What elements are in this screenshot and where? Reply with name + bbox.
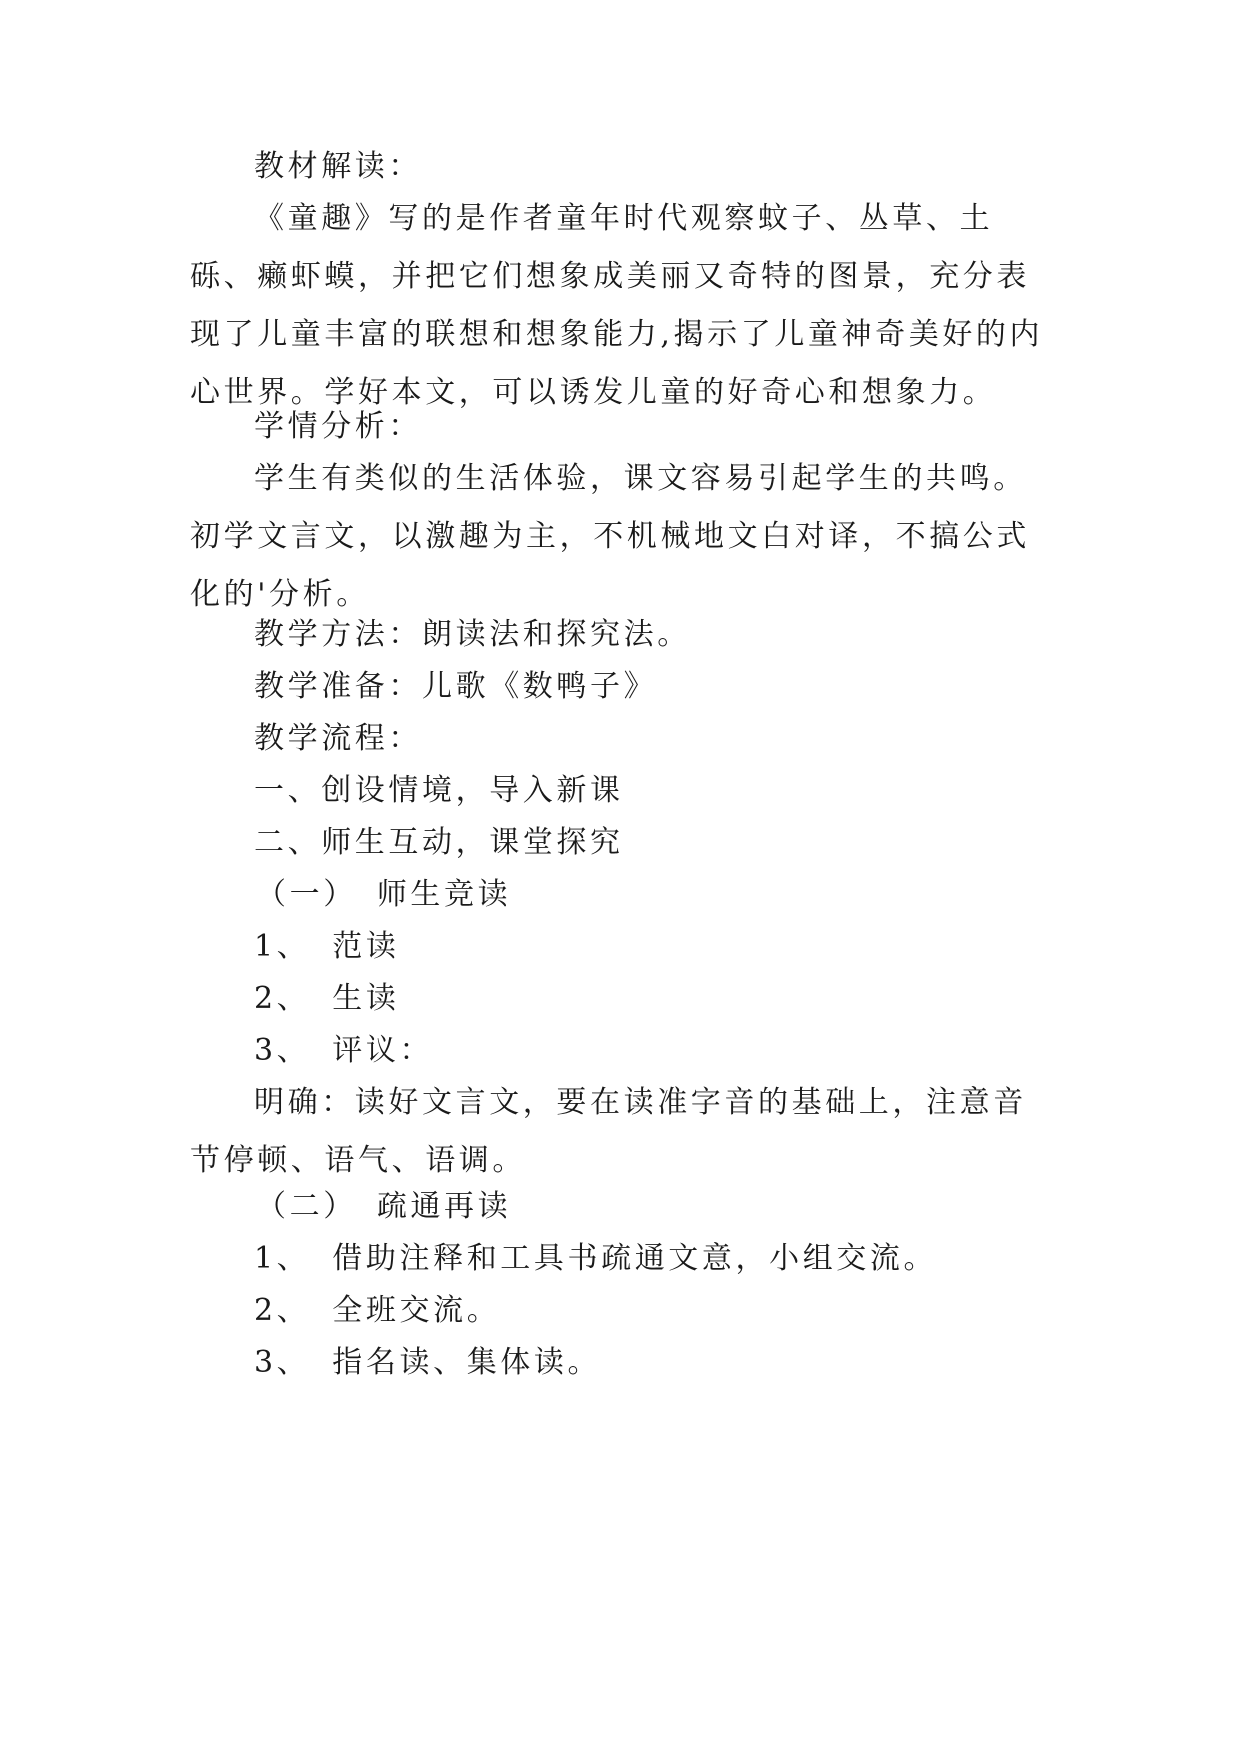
list-item-text: 评议： (332, 1033, 434, 1068)
subsection-two-title: 疏通再读 (376, 1189, 512, 1224)
subsection-two-number: （二） (256, 1189, 357, 1224)
list-item-text: 指名读、集体读。 (332, 1345, 602, 1380)
paragraph-textbook-interpretation: 《童趣》写的是作者童年时代观察蚊子、丛草、土砾、癞虾蟆，并把它们想象成美丽又奇特的图景，充分表现了儿童丰富的联想和想象能力,揭示了儿童神奇美好的内心世界。学好本文，可以诱发儿童的好奇心和想象力。 (190, 201, 1044, 410)
subsection-one-title: 师生竞读 (376, 877, 512, 912)
list-item (254, 918, 400, 976)
subsection-one-number: （一） (256, 877, 357, 912)
list-item (254, 1282, 500, 1340)
list-item-number: 1、 (254, 1241, 311, 1276)
heading-teaching-flow: 教学流程： (254, 721, 422, 756)
list-item-text: 范读 (332, 929, 400, 964)
paragraph-clarification: 明确：读好文言文，要在读准字音的基础上，注意音节停顿、语气、语调。 (190, 1085, 1027, 1178)
list-item-number: 2、 (254, 1293, 311, 1328)
list-item-number: 3、 (254, 1345, 311, 1380)
list-item (254, 970, 400, 1028)
list-item-text: 全班交流。 (332, 1293, 501, 1328)
heading-textbook-interpretation: 教材解读： (254, 149, 422, 184)
list-item (254, 1022, 433, 1080)
flow-step-two: 二、师生互动，课堂探究 (254, 825, 624, 860)
list-item-number: 3、 (254, 1033, 311, 1068)
heading-learning-analysis: 学情分析： (254, 409, 422, 444)
paragraph-learning-analysis: 学生有类似的生活体验，课文容易引起学生的共鸣。初学文言文，以激趣为主，不机械地文白对译，不搞公式化的'分析。 (190, 461, 1030, 612)
teaching-preparation: 教学准备：儿歌《数鸭子》 (254, 669, 658, 704)
teaching-method: 教学方法：朗读法和探究法。 (254, 617, 691, 652)
list-item-text: 生读 (332, 981, 400, 1016)
list-item-number: 2、 (254, 981, 311, 1016)
list-item-text: 借助注释和工具书疏通文意，小组交流。 (332, 1241, 938, 1276)
list-item (254, 1334, 601, 1392)
list-item (254, 1230, 937, 1288)
flow-step-one: 一、创设情境，导入新课 (254, 773, 624, 808)
subsection-one-heading (256, 866, 511, 924)
subsection-two-heading (256, 1178, 511, 1236)
list-item-number: 1、 (254, 929, 311, 964)
